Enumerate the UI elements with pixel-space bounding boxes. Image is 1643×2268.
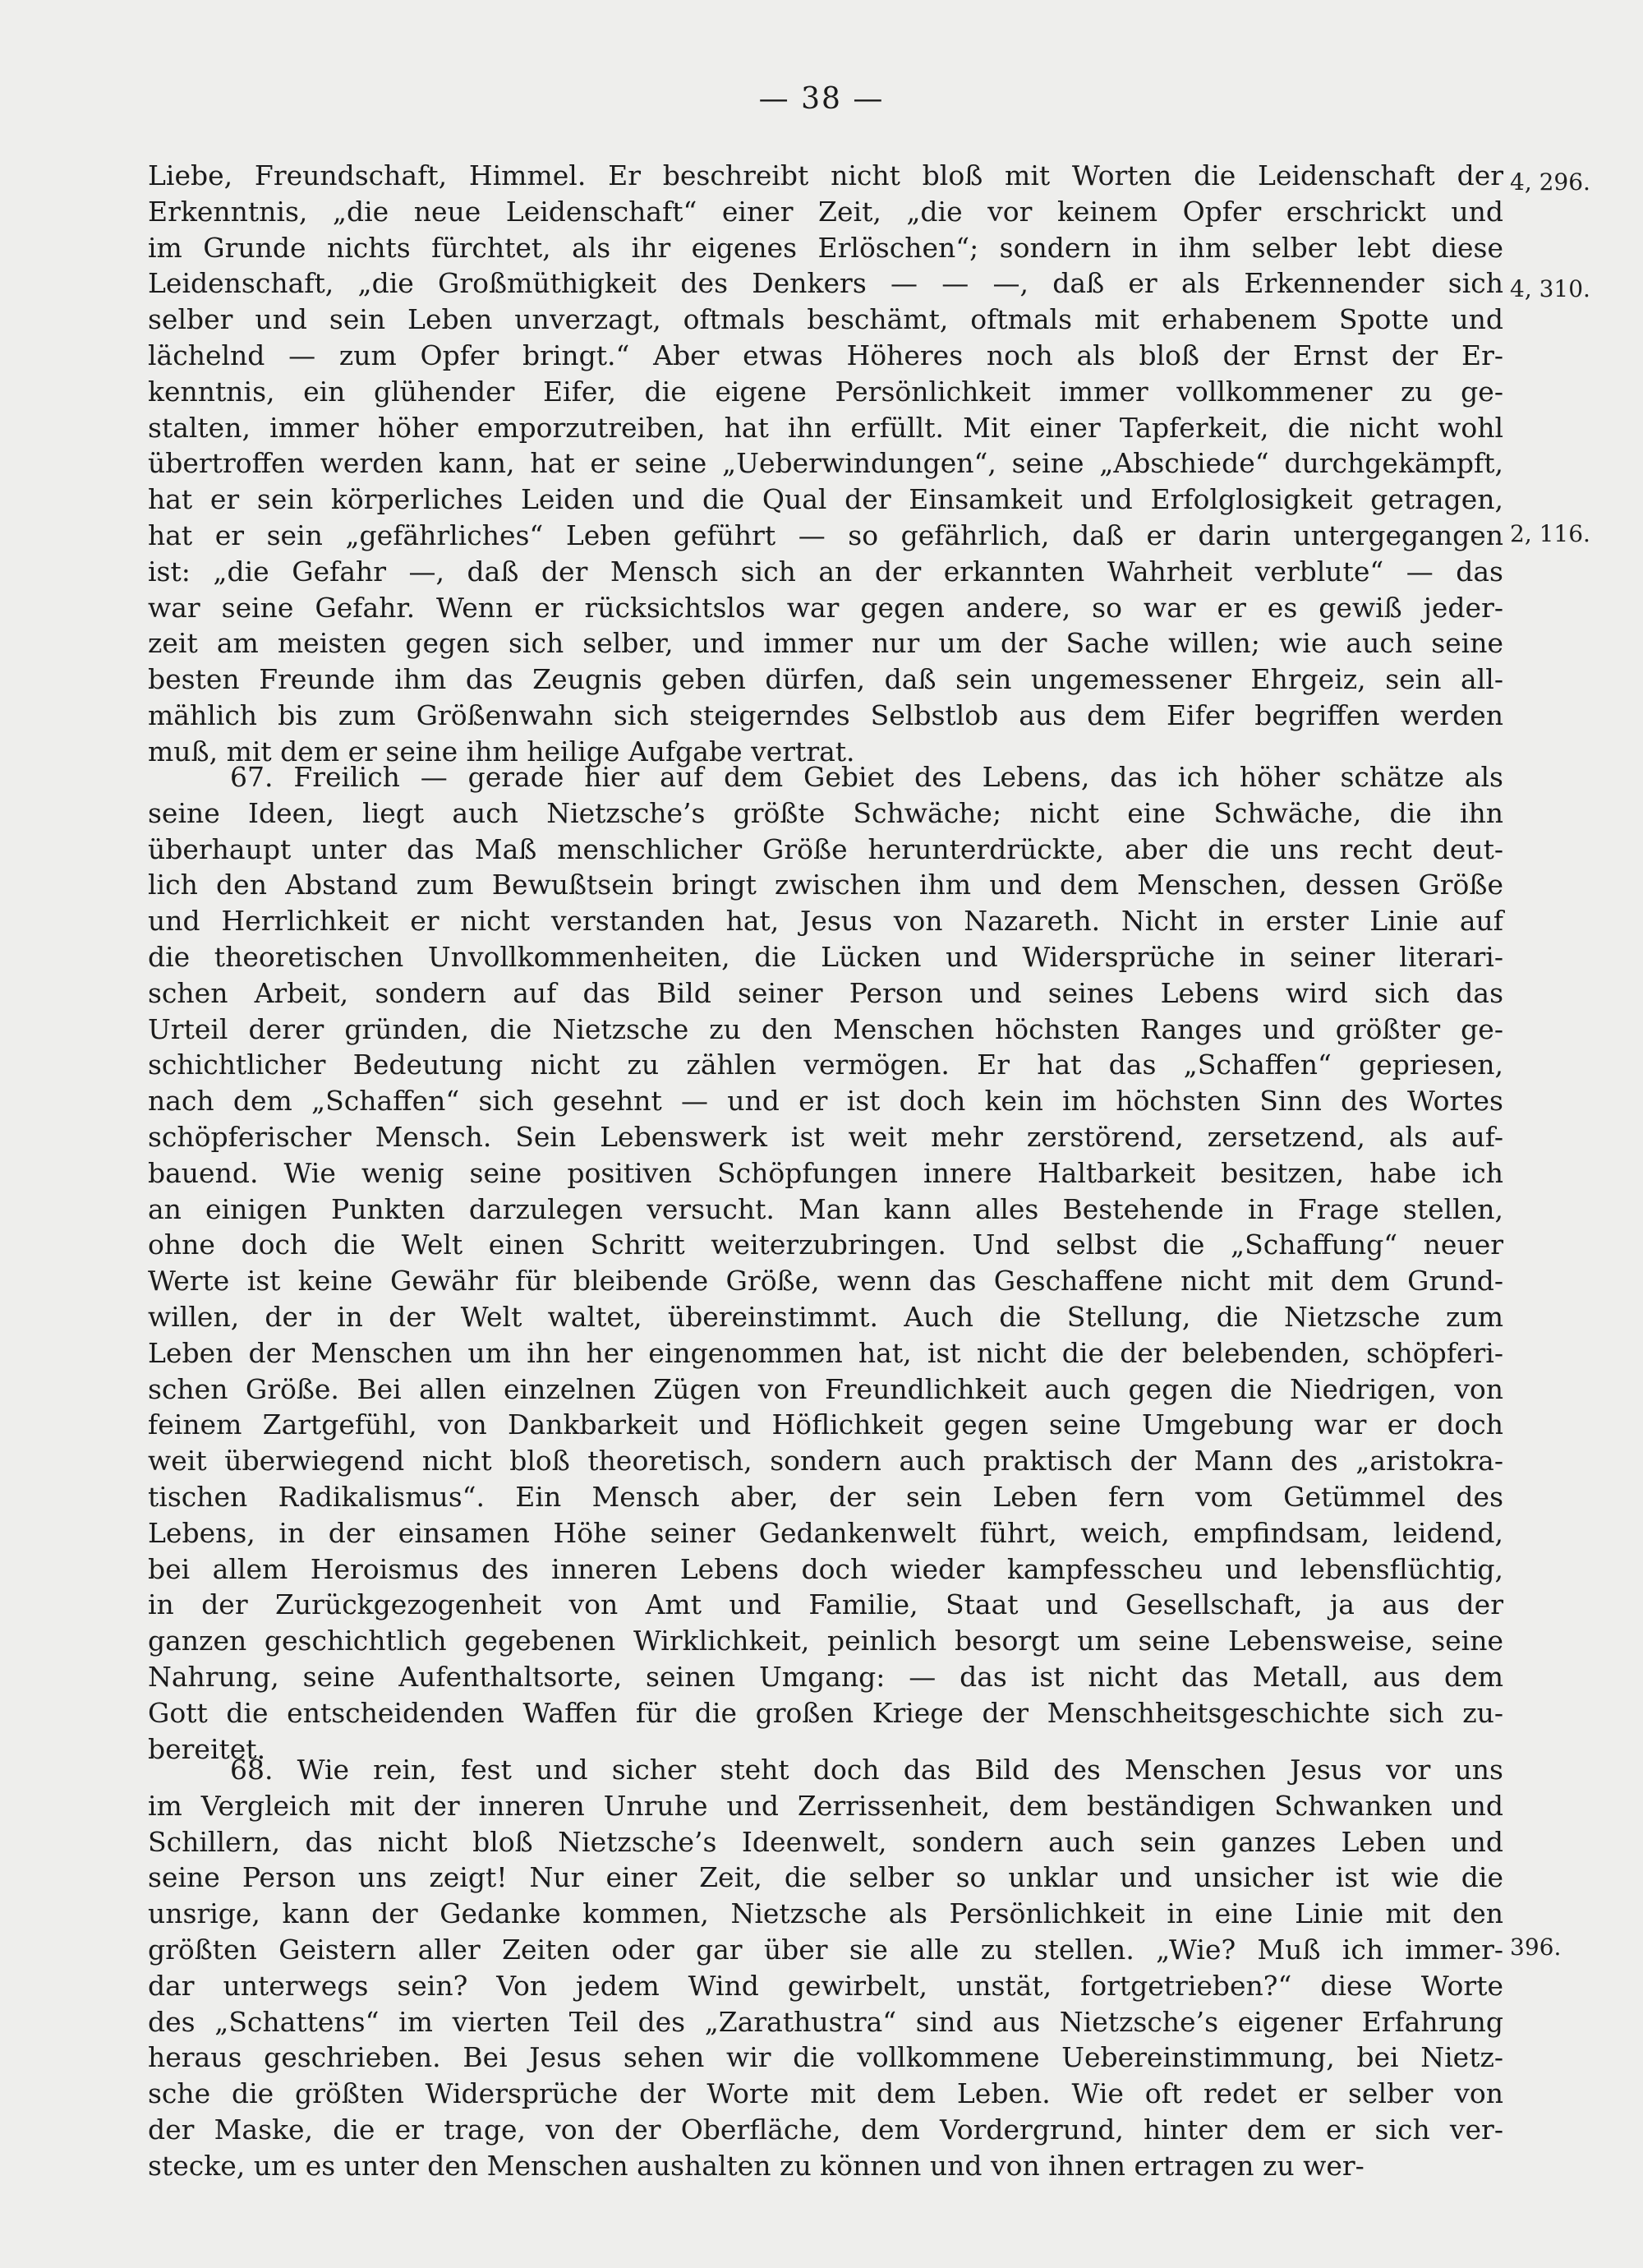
text-line: sche die größten Widersprüche der Worte mit dem Leben. Wie oft redet er selber von [148, 2077, 1503, 2110]
text-line: hat er sein körperliches Leiden und die Qual der Einsamkeit und Erfolglosigkeit getragen, [148, 483, 1503, 516]
text-line: nach dem „Schaffen“ sich gesehnt — und er ist doch kein im höchsten Sinn des Wortes [148, 1085, 1503, 1118]
text-line: 68. Wie rein, fest und sicher steht doch das Bild des Menschen Jesus vor uns [230, 1754, 1503, 1786]
text-line: Erkenntnis, „die neue Leidenschaft“ einer Zeit, „die vor keinem Opfer erschrickt und [148, 195, 1503, 228]
text-line: hat er sein „gefährliches“ Leben geführt — so gefährlich, daß er darin untergegangen [148, 519, 1503, 551]
text-line: besten Freunde ihm das Zeugnis geben dürfen, daß sein ungemessener Ehrgeiz, sein all- [148, 663, 1503, 696]
text-line: ganzen geschichtlich gegebenen Wirklichkeit, peinlich besorgt um seine Lebensweise, seine [148, 1625, 1503, 1657]
text-line: und Herrlichkeit er nicht verstanden hat, Jesus von Nazareth. Nicht in erster Linie auf [148, 905, 1503, 938]
paragraph-continuation [148, 158, 1503, 770]
text-line: Leidenschaft, „die Großmüthigkeit des Denkers — — —, daß er als Erkennender sich [148, 267, 1503, 300]
text-line: schen Arbeit, sondern auf das Bild seiner Person und seines Lebens wird sich das [148, 976, 1503, 1009]
text-line: tischen Radikalismus“. Ein Mensch aber, der sein Leben fern vom Getümmel des [148, 1480, 1503, 1513]
text-line: schichtlicher Bedeutung nicht zu zählen vermögen. Er hat das „Schaffen“ gepriesen, [148, 1049, 1503, 1081]
text-line: stecke, um es unter den Menschen aushalten zu können und von ihnen ertragen zu wer- [148, 2149, 1365, 2182]
text-line: Gott die entscheidenden Waffen für die großen Kriege der Menschheitsgeschichte sich zu- [148, 1696, 1503, 1729]
page-number-header: — 38 — [758, 82, 885, 116]
text-line: stalten, immer höher emporzutreiben, hat ihn erfüllt. Mit einer Tapferkeit, die nicht wohl [148, 411, 1503, 444]
text-line: an einigen Punkten darzulegen versucht. Man kann alles Bestehende in Frage stellen, [148, 1192, 1503, 1225]
text-line: größten Geistern aller Zeiten oder gar über sie alle zu stellen. „Wie? Muß ich immer- [148, 1933, 1503, 1966]
text-line: willen, der in der Welt waltet, übereinstimmt. Auch die Stellung, die Nietzsche zum [148, 1300, 1503, 1333]
text-line: übertroffen werden kann, hat er seine „Ueberwindungen“, seine „Abschiede“ durchgekämpft, [148, 447, 1503, 480]
text-line: Schillern, das nicht bloß Nietzsche’s Ideenwelt, sondern auch sein ganzes Leben und [148, 1825, 1503, 1858]
margin-reference: 4, 310. [1510, 275, 1590, 302]
text-line: bei allem Heroismus des inneren Lebens doch wieder kampfesscheu und lebensflüchtig, [148, 1552, 1503, 1585]
text-line: in der Zurückgezogenheit von Amt und Familie, Staat und Gesellschaft, ja aus der [148, 1588, 1503, 1621]
text-line: 67. Freilich — gerade hier auf dem Gebiet des Lebens, das ich höher schätze als [230, 761, 1503, 793]
text-line: Leben der Menschen um ihn her eingenommen hat, ist nicht die der belebenden, schöpferi- [148, 1336, 1503, 1369]
text-line: kenntnis, ein glühender Eifer, die eigene Persönlichkeit immer vollkommener zu ge- [148, 375, 1503, 408]
margin-reference: 2, 116. [1510, 520, 1590, 547]
text-line: selber und sein Leben unverzagt, oftmals beschämt, oftmals mit erhabenem Spotte und [148, 303, 1503, 336]
text-line: im Vergleich mit der inneren Unruhe und Zerrissenheit, dem beständigen Schwanken und [148, 1789, 1503, 1822]
text-line: Urteil derer gründen, die Nietzsche zu den Menschen höchsten Ranges und größter ge- [148, 1012, 1503, 1045]
margin-reference: 4, 296. [1510, 168, 1590, 196]
text-line: bauend. Wie wenig seine positiven Schöpfungen innere Haltbarkeit besitzen, habe ich [148, 1156, 1503, 1189]
text-line: lich den Abstand zum Bewußtsein bringt zwischen ihm und dem Menschen, dessen Größe [148, 869, 1503, 901]
text-line: im Grunde nichts fürchtet, als ihr eigenes Erlöschen“; sondern in ihm selber lebt diese [148, 231, 1503, 264]
text-line: Lebens, in der einsamen Höhe seiner Gedankenwelt führt, weich, empfindsam, leidend, [148, 1516, 1503, 1549]
text-line: war seine Gefahr. Wenn er rücksichtslos war gegen andere, so war er es gewiß jeder- [148, 591, 1503, 624]
text-line: ohne doch die Welt einen Schritt weiterzubringen. Und selbst die „Schaffung“ neuer [148, 1228, 1503, 1261]
text-line: seine Person uns zeigt! Nur einer Zeit, die selber so unklar und unsicher ist wie die [148, 1861, 1503, 1894]
text-line: die theoretischen Unvollkommenheiten, die Lücken und Widersprüche in seiner literari- [148, 940, 1503, 973]
text-line: ist: „die Gefahr —, daß der Mensch sich an der erkannten Wahrheit verblute“ — das [148, 555, 1503, 588]
paragraph-67 [148, 759, 1503, 1767]
text-line: des „Schattens“ im vierten Teil des „Zarathustra“ sind aus Nietzsche’s eigener Erfahrung [148, 2005, 1503, 2038]
text-line: Liebe, Freundschaft, Himmel. Er beschreibt nicht bloß mit Worten die Leidenschaft der [148, 159, 1503, 191]
text-line: heraus geschrieben. Bei Jesus sehen wir die vollkommene Uebereinstimmung, bei Nietz- [148, 2041, 1503, 2074]
text-line: Werte ist keine Gewähr für bleibende Größe, wenn das Geschaffene nicht mit dem Grund- [148, 1265, 1503, 1298]
text-line: unsrige, kann der Gedanke kommen, Nietzsche als Persönlichkeit in eine Linie mit den [148, 1897, 1503, 1930]
text-line: weit überwiegend nicht bloß theoretisch, sondern auch praktisch der Mann des „aristokra- [148, 1445, 1503, 1477]
text-line: feinem Zartgefühl, von Dankbarkeit und Höflichkeit gegen seine Umgebung war er doch [148, 1408, 1503, 1441]
text-line: mählich bis zum Größenwahn sich steigerndes Selbstlob aus dem Eifer begriffen werden [148, 698, 1503, 731]
text-line: schöpferischer Mensch. Sein Lebenswerk ist weit mehr zerstörend, zersetzend, als auf- [148, 1120, 1503, 1153]
paragraph-68 [148, 1752, 1503, 2184]
margin-reference: 396. [1510, 1934, 1562, 1961]
text-line: zeit am meisten gegen sich selber, und immer nur um der Sache willen; wie auch seine [148, 627, 1503, 660]
text-line: Nahrung, seine Aufenthaltsorte, seinen Umgang: — das ist nicht das Metall, aus dem [148, 1660, 1503, 1693]
text-line: muß, mit dem er seine ihm heilige Aufgabe vertrat. [148, 735, 855, 768]
text-line: dar unterwegs sein? Von jedem Wind gewirbelt, unstät, fortgetrieben?“ diese Worte [148, 1969, 1503, 2002]
text-line: seine Ideen, liegt auch Nietzsche’s größte Schwäche; nicht eine Schwäche, die ihn [148, 796, 1503, 829]
text-line: überhaupt unter das Maß menschlicher Größe herunterdrückte, aber die uns recht deut- [148, 832, 1503, 865]
text-line: der Maske, die er trage, von der Oberfläche, dem Vordergrund, hinter dem er sich ver- [148, 2113, 1503, 2146]
text-line: bereitet. [148, 1732, 266, 1765]
text-line: lächelnd — zum Opfer bringt.“ Aber etwas Höheres noch als bloß der Ernst der Er- [148, 339, 1503, 371]
text-line: schen Größe. Bei allen einzelnen Zügen von Freundlichkeit auch gegen die Niedrigen, von [148, 1372, 1503, 1405]
